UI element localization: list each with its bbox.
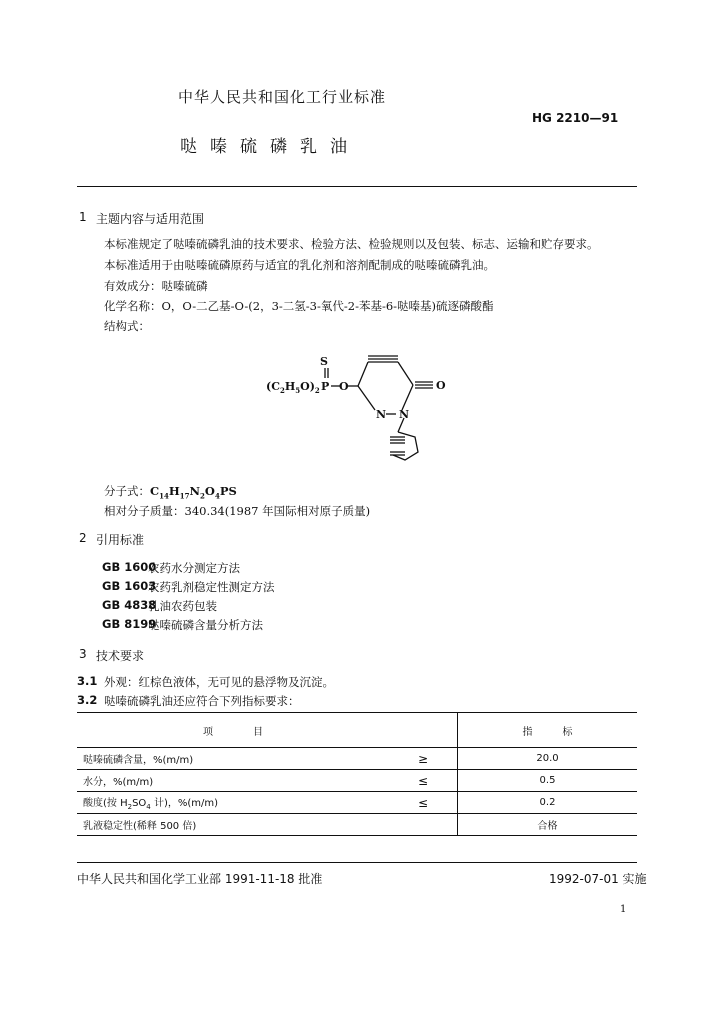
item-3-1-text: 外观：红棕色液体，无可见的悬浮物及沉淀。 (104, 675, 334, 689)
ref-code-2: GB 1603 (102, 579, 157, 593)
section-1-para-2: 本标准适用于由哒嗪硫磷原药与适宜的乳化剂和溶剂配制成的哒嗪硫磷乳油。 (104, 258, 495, 272)
footer-divider (77, 862, 637, 863)
table-row (77, 814, 637, 836)
section-3-number: 3 (79, 647, 87, 661)
ref-title-2: 农药乳剂稳定性测定方法 (148, 580, 275, 594)
ref-code-1: GB 1600 (102, 560, 157, 574)
nitrogen-atom-1: N (376, 408, 387, 421)
sulfur-atom: S (320, 355, 328, 368)
ref-title-3: 乳油农药包装 (148, 599, 217, 613)
ethoxy-group: $(C_2H_5O)_2$ (266, 380, 320, 395)
table-cell-item: 乳液稳定性(稀释 500 倍) (83, 821, 197, 832)
effective-date: 1992-07-01 实施 (549, 872, 647, 886)
ref-code-3: GB 4838 (102, 598, 157, 612)
section-1-number: 1 (79, 210, 87, 224)
approval-line: 中华人民共和国化学工业部 1991-11-18 批准 (77, 872, 323, 886)
table-header-item: 项 目 (203, 726, 263, 738)
structural-formula (250, 340, 480, 470)
table-cell-item: 水分，%(m/m) (83, 777, 154, 788)
table-cell-value: 合格 (537, 821, 558, 832)
table-row (77, 770, 637, 792)
issuer-title: 中华人民共和国化工行业标准 (178, 88, 387, 106)
table-cell-value: 0.5 (539, 775, 556, 786)
section-2-number: 2 (79, 531, 87, 545)
table-cell-item: 酸度(按 $H_2SO_4$ 计)，%(m/m) (83, 798, 219, 811)
table-cell-op: ≤ (389, 770, 458, 792)
table-cell-value: 20.0 (536, 753, 559, 764)
chemical-name: 化学名称：O，O-二乙基-O-(2，3-二氢-3-氧代-2-苯基-6-哒嗪基)硫逐磷酸酯 (104, 299, 494, 313)
table-cell-op: ≥ (389, 748, 458, 770)
nitrogen-atom-2: N (399, 408, 410, 421)
section-2-heading: 引用标准 (96, 533, 145, 547)
phosphorus-atom: P (321, 380, 330, 393)
table-cell-item: 哒嗪硫磷含量，%(m/m) (83, 755, 194, 766)
table-cell-op: ≤ (389, 792, 458, 814)
standard-number: HG 2210—91 (532, 111, 619, 125)
molecular-mass: 相对分子质量：340.34(1987 年国际相对原子质量) (104, 504, 371, 518)
molecular-formula: 分子式：$C_{14}H_{17}N_2O_4PS$ (104, 484, 237, 501)
ref-code-4: GB 8199 (102, 617, 157, 631)
item-3-2-number: 3.2 (77, 693, 98, 707)
item-3-2-text: 哒嗪硫磷乳油还应符合下列指标要求： (104, 694, 300, 708)
page-number: 1 (620, 904, 627, 915)
section-3-heading: 技术要求 (96, 649, 145, 663)
product-title: 哒嗪硫磷乳油 (180, 137, 360, 157)
table-cell-op (389, 814, 458, 836)
table-cell-value: 0.2 (539, 797, 556, 808)
section-1-heading: 主题内容与适用范围 (96, 212, 205, 226)
structure-label: 结构式： (104, 319, 150, 333)
table-header-op (389, 713, 458, 748)
ref-title-1: 农药水分测定方法 (148, 561, 240, 575)
active-ingredient: 有效成分：哒嗪硫磷 (104, 279, 208, 293)
item-3-1-number: 3.1 (77, 674, 98, 688)
section-1-para-1: 本标准规定了哒嗪硫磷乳油的技术要求、检验方法、检验规则以及包装、标志、运输和贮存要求。 (104, 237, 599, 251)
carbonyl-oxygen: O (436, 379, 446, 392)
table-row (77, 792, 637, 814)
specification-table (77, 712, 637, 836)
table-header-index: 指 标 (522, 726, 573, 738)
table-header-row (77, 713, 637, 748)
header-divider (77, 186, 637, 187)
ref-title-4: 哒嗪硫磷含量分析方法 (148, 618, 263, 632)
ester-oxygen-atom: O (339, 380, 349, 393)
table-row (77, 748, 637, 770)
